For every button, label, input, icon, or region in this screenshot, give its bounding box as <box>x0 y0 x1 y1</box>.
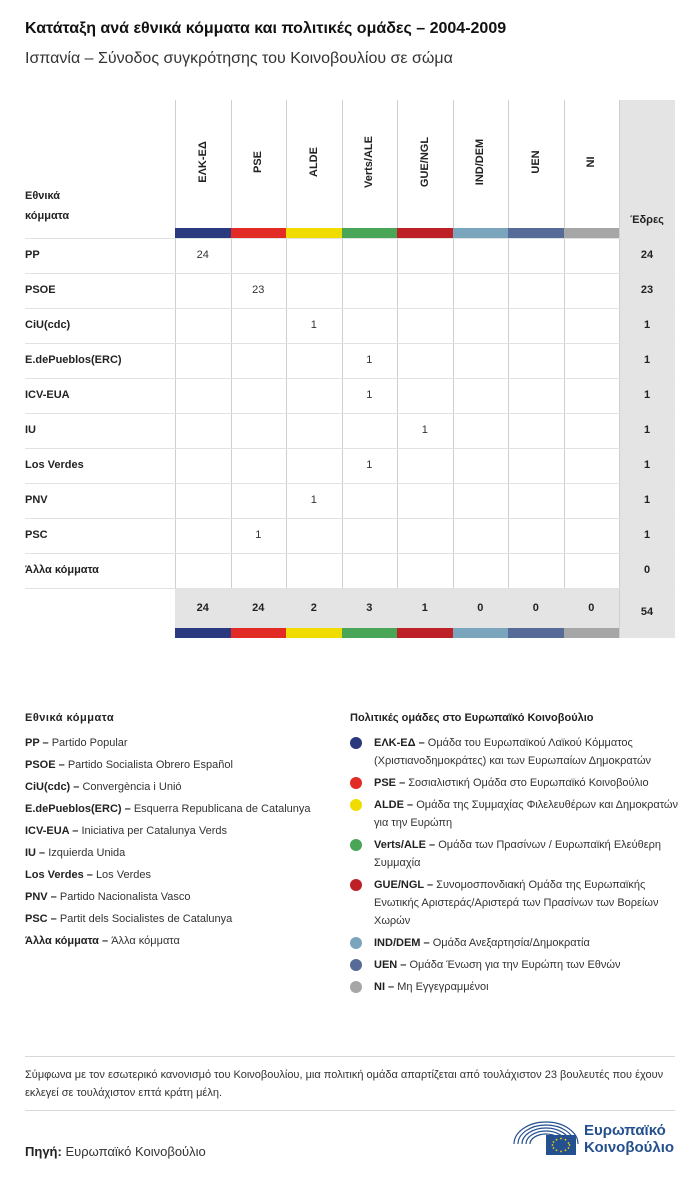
party-row-label: CiU(cdc) <box>25 319 71 331</box>
group-header-label: ALDE <box>307 147 320 177</box>
legend-separator: – <box>55 759 68 771</box>
group-legend-item <box>350 796 680 832</box>
group-color-bar-top <box>453 228 509 238</box>
party-legend-name: Iniciativa per Catalunya Verds <box>81 825 227 837</box>
table-cell: 1 <box>421 424 428 436</box>
group-legend-item <box>350 734 680 770</box>
group-total-cell: 0 <box>588 602 595 614</box>
party-legend-item <box>25 756 325 774</box>
group-legend-abbr: PSE <box>374 777 397 789</box>
party-legend-item <box>25 800 325 818</box>
seats-cell: 1 <box>643 459 651 471</box>
groups-legend-heading: Πολιτικές ομάδες στο Ευρωπαϊκό Κοινοβούλιο <box>350 712 594 724</box>
group-legend-name: Ομάδα Ένωση για την Ευρώπη των Εθνών <box>409 959 621 971</box>
party-legend-item <box>25 822 325 840</box>
legend-separator: – <box>397 959 410 971</box>
seats-cell: 1 <box>643 319 651 331</box>
group-color-bar-top <box>231 228 287 238</box>
group-legend-item <box>350 836 680 872</box>
party-legend-name: Partido Nacionalista Vasco <box>59 891 191 903</box>
group-header-label: PSE <box>252 150 265 174</box>
group-legend-abbr: UEN <box>374 959 398 971</box>
legend-separator: – <box>98 935 112 947</box>
group-header-label: Verts/ALE <box>363 136 376 188</box>
group-header-label: IND/DEM <box>474 138 487 186</box>
group-legend-item <box>350 934 680 952</box>
party-legend-abbr: IU <box>25 847 36 859</box>
group-total-cell: 24 <box>196 602 209 614</box>
group-color-bar-bottom <box>286 628 342 638</box>
seats-cell: 0 <box>643 564 651 576</box>
group-total-cell: 2 <box>310 602 317 614</box>
group-legend-name: Σοσιαλιστική Ομάδα στο Ευρωπαϊκό Κοινοβούλιο <box>408 777 649 789</box>
group-header-label: GUE/NGL <box>418 136 431 188</box>
group-column-header <box>342 100 398 228</box>
group-color-dot-icon <box>350 879 362 891</box>
group-color-dot-icon <box>350 937 362 949</box>
source <box>25 1144 206 1159</box>
party-legend-abbr: Los Verdes <box>25 869 84 881</box>
group-color-bar-bottom <box>175 628 231 638</box>
legend-separator: – <box>403 799 417 811</box>
logo-line1: Ευρωπαϊκό <box>584 1122 666 1139</box>
party-legend-abbr: E.dePueblos(ERC) <box>25 803 122 815</box>
legend-separator: – <box>70 781 83 793</box>
group-legend-abbr: GUE/NGL <box>374 879 424 891</box>
group-header-label: NI <box>585 156 598 168</box>
table-cell: 1 <box>310 494 317 506</box>
row-divider <box>25 553 675 554</box>
group-legend-item <box>350 956 680 974</box>
group-total-cell: 3 <box>366 602 373 614</box>
party-legend-abbr: CiU(cdc) <box>25 781 71 793</box>
group-color-dot-icon <box>350 981 362 993</box>
party-legend-name: Convergència i Unió <box>82 781 182 793</box>
group-total-cell: 24 <box>252 602 265 614</box>
page-subtitle: Ισπανία – Σύνοδος συγκρότησης του Κοινοβουλίου σε σώμα <box>25 50 453 67</box>
group-total-cell: 1 <box>421 602 428 614</box>
group-color-bar-bottom <box>397 628 453 638</box>
legend-separator: – <box>425 839 439 851</box>
group-column-header <box>564 100 620 228</box>
legend-separator: – <box>47 913 60 925</box>
group-color-dot-icon <box>350 777 362 789</box>
row-divider <box>25 483 675 484</box>
row-divider <box>25 238 675 239</box>
row-divider <box>25 413 675 414</box>
total-seats-cell: 54 <box>640 606 654 618</box>
parliament-hemicycle-icon <box>512 1118 580 1158</box>
party-legend-item <box>25 866 325 884</box>
group-legend-abbr: IND/DEM <box>374 937 421 949</box>
party-row-label: E.dePueblos(ERC) <box>25 354 122 366</box>
party-legend-abbr: Άλλα κόμματα <box>25 935 99 947</box>
footnote: Σύμφωνα με τον εσωτερικό κανονισμό του Κοινοβουλίου, μια πολιτική ομάδα απαρτίζεται από τουλάχιστον 23 βουλευτές που έχουν εκλεγεί σε τουλάχιστον επτά κράτη μέλη. <box>25 1069 664 1099</box>
seats-cell: 23 <box>640 284 654 296</box>
party-legend-abbr: PSOE <box>25 759 56 771</box>
legend-separator: – <box>385 981 398 993</box>
group-header-label: UEN <box>529 150 542 174</box>
party-legend-abbr: PSC <box>25 913 48 925</box>
party-row-label: PSOE <box>25 284 56 296</box>
seats-header: Έδρες <box>630 214 664 226</box>
group-legend-abbr: Verts/ALE <box>374 839 426 851</box>
party-legend-abbr: ICV-EUA <box>25 825 70 837</box>
legend-separator: – <box>47 891 60 903</box>
party-legend-item <box>25 932 325 950</box>
group-column-header <box>175 100 231 228</box>
party-row-label: PSC <box>25 529 48 541</box>
row-divider <box>25 308 675 309</box>
party-row-label: IU <box>25 424 36 436</box>
party-row-label: Los Verdes <box>25 459 84 471</box>
party-legend-item <box>25 844 325 862</box>
row-header-line2: κόμματα <box>25 210 70 222</box>
table-cell: 1 <box>366 459 373 471</box>
group-column-header <box>508 100 564 228</box>
source-value: Ευρωπαϊκό Κοινοβούλιο <box>65 1144 206 1159</box>
page-title: Κατάταξη ανά εθνικά κόμματα και πολιτικές ομάδες – 2004-2009 <box>25 20 507 37</box>
row-header <box>25 186 69 226</box>
party-legend-item <box>25 910 325 928</box>
party-legend-abbr: PP <box>25 737 40 749</box>
group-column-header <box>453 100 509 228</box>
group-color-bar-top <box>508 228 564 238</box>
table-cell: 24 <box>196 249 209 261</box>
party-legend-item <box>25 888 325 906</box>
group-legend-abbr: ALDE <box>374 799 404 811</box>
party-legend-name: Los Verdes <box>95 869 151 881</box>
party-row-label: PP <box>25 249 40 261</box>
european-parliament-logo <box>512 1118 677 1160</box>
party-row-label: PNV <box>25 494 48 506</box>
group-legend-name: Ομάδα των Πρασίνων / Ευρωπαϊκή Ελεύθερη Συμμαχία <box>374 839 661 869</box>
party-legend-name: Esquerra Republicana de Catalunya <box>133 803 311 815</box>
group-legend-name: Ομάδα της Συμμαχίας Φιλελευθέρων και Δημοκρατών για την Ευρώπη <box>374 799 678 829</box>
group-color-bar-top <box>286 228 342 238</box>
group-color-bar-top <box>397 228 453 238</box>
table-cell: 1 <box>366 354 373 366</box>
party-legend-name: Άλλα κόμματα <box>111 935 180 947</box>
row-header-line1: Εθνικά <box>25 190 60 202</box>
parties-legend <box>25 712 325 954</box>
seats-cell: 1 <box>643 494 651 506</box>
groups-legend <box>350 712 680 1000</box>
party-legend-name: Partido Socialista Obrero Español <box>67 759 233 771</box>
group-legend-name: Ομάδα Ανεξαρτησία/Δημοκρατία <box>432 937 590 949</box>
group-legend-name: Ομάδα του Ευρωπαϊκού Λαϊκού Κόμματος (Χριστιανοδημοκράτες) και των Ευρωπαίων Δημοκρατών <box>374 737 652 767</box>
party-legend-item <box>25 734 325 752</box>
legend-separator: – <box>415 737 428 749</box>
group-total-cell: 0 <box>477 602 484 614</box>
row-divider <box>25 518 675 519</box>
group-color-bar-bottom <box>342 628 398 638</box>
group-color-bar-top <box>175 228 231 238</box>
table-cell: 1 <box>255 529 262 541</box>
seats-cell: 1 <box>643 354 651 366</box>
group-color-dot-icon <box>350 959 362 971</box>
party-row-label: ICV-EUA <box>25 389 70 401</box>
note-bottom-divider <box>25 1110 675 1111</box>
seats-header-cell <box>619 100 675 238</box>
group-color-dot-icon <box>350 839 362 851</box>
seats-cell: 1 <box>643 424 651 436</box>
legend-separator: – <box>420 937 433 949</box>
group-legend-abbr: NI <box>374 981 385 993</box>
party-row-label: Άλλα κόμματα <box>25 564 99 576</box>
group-color-bar-bottom <box>508 628 564 638</box>
group-legend-item <box>350 978 680 996</box>
seats-cell: 1 <box>643 529 651 541</box>
legend-separator: – <box>121 803 134 815</box>
group-color-bar-bottom <box>564 628 620 638</box>
group-legend-abbr: ΕΛΚ-ΕΔ <box>374 737 416 749</box>
group-column-header <box>286 100 342 228</box>
legend-separator: – <box>36 847 49 859</box>
group-color-dot-icon <box>350 737 362 749</box>
group-legend-item <box>350 774 680 792</box>
party-legend-item <box>25 778 325 796</box>
table-cell: 1 <box>310 319 317 331</box>
source-label: Πηγή: <box>25 1144 62 1159</box>
group-color-bar-top <box>342 228 398 238</box>
seats-cell: 1 <box>643 389 651 401</box>
legend-separator: – <box>39 737 52 749</box>
legend-separator: – <box>83 869 96 881</box>
legend-separator: – <box>423 879 437 891</box>
party-legend-abbr: PNV <box>25 891 48 903</box>
seats-cell: 24 <box>640 249 654 261</box>
group-color-bar-bottom <box>231 628 287 638</box>
group-color-bar-top <box>564 228 620 238</box>
group-color-dot-icon <box>350 799 362 811</box>
group-legend-name: Συνομοσπονδιακή Ομάδα της Ευρωπαϊκής Ενωτικής Αριστεράς/Αριστερά των Πρασίνων των Βορείων Χωρών <box>374 879 659 927</box>
group-legend-name: Μη Εγγεγραμμένοι <box>397 981 489 993</box>
seats-table <box>25 100 675 640</box>
group-total-cell: 0 <box>532 602 539 614</box>
party-legend-name: Partit dels Socialistes de Catalunya <box>59 913 233 925</box>
party-legend-name: Partido Popular <box>51 737 128 749</box>
group-column-header <box>231 100 287 228</box>
group-legend-item <box>350 876 680 930</box>
table-cell: 23 <box>252 284 265 296</box>
legend-separator: – <box>396 777 409 789</box>
group-color-bar-bottom <box>453 628 509 638</box>
party-legend-name: Izquierda Unida <box>48 847 126 859</box>
table-cell: 1 <box>366 389 373 401</box>
group-column-header <box>397 100 453 228</box>
parties-legend-heading: Εθνικά κόμματα <box>25 712 115 724</box>
legend-separator: – <box>69 825 82 837</box>
note-top-divider <box>25 1056 675 1057</box>
row-divider <box>25 273 675 274</box>
group-header-label: ΕΛΚ-ΕΔ <box>196 141 209 183</box>
logo-line2: Κοινοβούλιο <box>584 1139 675 1156</box>
logo-text <box>584 1122 674 1156</box>
